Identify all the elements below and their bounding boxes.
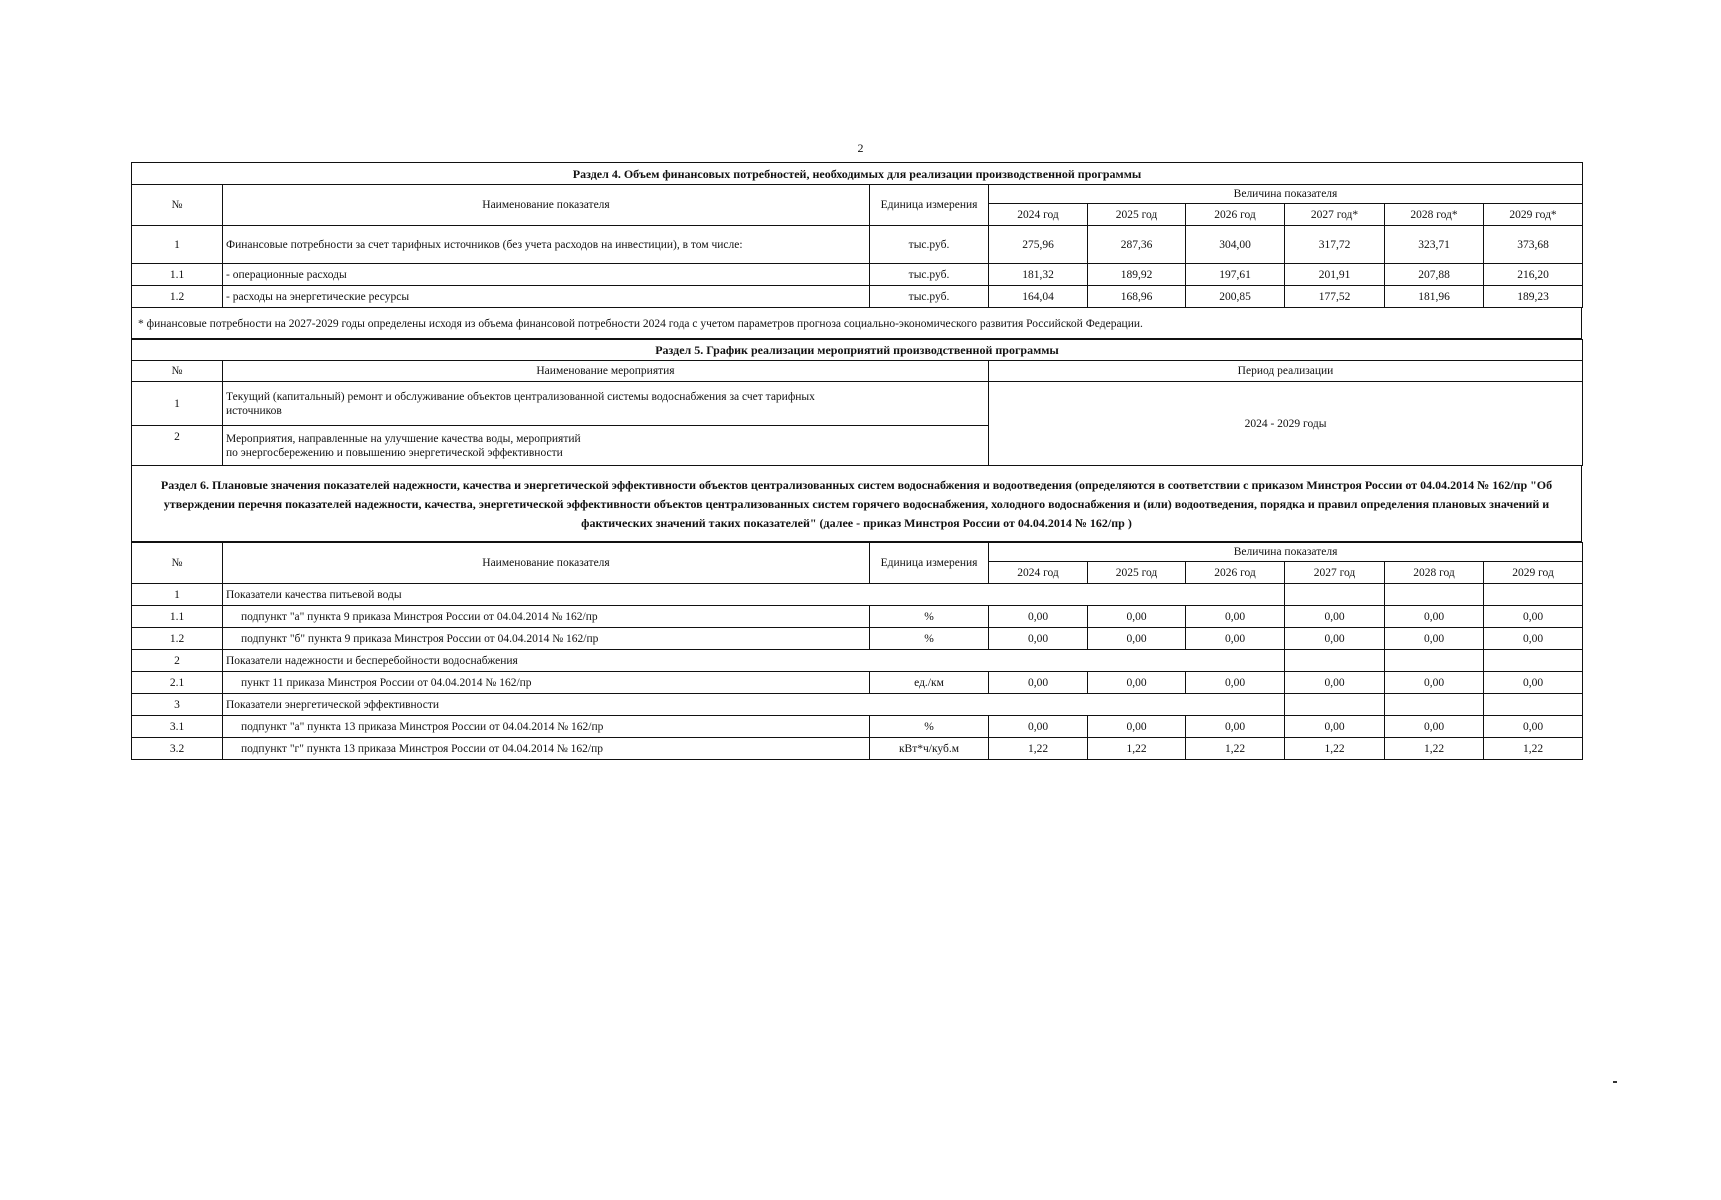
row-unit: тыс.руб. xyxy=(870,226,989,264)
empty-cell xyxy=(1385,694,1484,716)
row-unit: тыс.руб. xyxy=(870,286,989,308)
header-unit: Единица измерения xyxy=(870,185,989,226)
row-value: 177,52 xyxy=(1285,286,1385,308)
row-name-line: Мероприятия, направленные на улучшение качества воды, мероприятий xyxy=(226,432,581,445)
row-unit: тыс.руб. xyxy=(870,264,989,286)
header-year: 2024 год xyxy=(989,204,1088,226)
empty-cell xyxy=(1285,584,1385,606)
group-row xyxy=(132,650,1583,672)
row-value: 1,22 xyxy=(1186,738,1285,760)
row-name: подпункт "а" пункта 13 приказа Минстроя России от 04.04.2014 № 162/пр xyxy=(223,716,870,738)
row-value: 168,96 xyxy=(1088,286,1186,308)
row-value: 207,88 xyxy=(1385,264,1484,286)
header-unit: Единица измерения xyxy=(870,543,989,584)
row-num: 1.2 xyxy=(132,628,223,650)
row-value: 0,00 xyxy=(1088,672,1186,694)
row-num: 3 xyxy=(132,694,223,716)
table-row xyxy=(132,738,1583,760)
row-value: 164,04 xyxy=(989,286,1088,308)
header-year: 2028 год xyxy=(1385,562,1484,584)
row-name-line: по энергосбережению и повышению энергетической эффективности xyxy=(226,446,563,459)
row-value: 201,91 xyxy=(1285,264,1385,286)
row-value: 317,72 xyxy=(1285,226,1385,264)
row-num: 1.1 xyxy=(132,264,223,286)
row-name-line: источников xyxy=(226,404,282,417)
header-num: № xyxy=(132,185,223,226)
empty-cell xyxy=(1484,584,1583,606)
row-num: 1 xyxy=(132,584,223,606)
row-name: пункт 11 приказа Минстроя России от 04.04.2014 № 162/пр xyxy=(223,672,870,694)
header-year: 2029 год xyxy=(1484,562,1583,584)
row-num: 2.1 xyxy=(132,672,223,694)
row-value: 0,00 xyxy=(1088,606,1186,628)
header-value: Величина показателя xyxy=(989,185,1583,204)
header-period: Период реализации xyxy=(989,361,1583,382)
row-value: 0,00 xyxy=(989,716,1088,738)
row-num: 1.1 xyxy=(132,606,223,628)
table-row xyxy=(132,264,1583,286)
row-value: 189,23 xyxy=(1484,286,1583,308)
row-value: 0,00 xyxy=(1186,606,1285,628)
row-value: 0,00 xyxy=(1285,606,1385,628)
header-name: Наименование мероприятия xyxy=(223,361,989,382)
row-value: 0,00 xyxy=(1285,672,1385,694)
row-value: 0,00 xyxy=(1385,716,1484,738)
row-value: 1,22 xyxy=(1285,738,1385,760)
header-year: 2029 год* xyxy=(1484,204,1583,226)
row-value: 0,00 xyxy=(1385,672,1484,694)
document-sheet xyxy=(131,162,1582,760)
header-value: Величина показателя xyxy=(989,543,1583,562)
row-value: 0,00 xyxy=(1285,628,1385,650)
section6-title: Раздел 6. Плановые значения показателей надежности, качества и энергетической эффективности объектов централизованных систем водоснабжения и водоотведения (определяются в соответствии с приказом Минстроя России от 04.04.2014 № 162/пр "Об утверждении перечня показателей надежности, качества, энергетической эффективности объектов централизованных систем горячего водоснабжения, холодного водоснабжения и (или) водоотведения, порядка и правил определения плановых значений и фактических значений таких показателей" (далее - приказ Минстроя России от 04.04.2014 № 162/пр ) xyxy=(131,466,1582,542)
row-unit: % xyxy=(870,606,989,628)
empty-cell xyxy=(1285,694,1385,716)
section5-table xyxy=(131,339,1583,466)
header-year: 2025 год xyxy=(1088,562,1186,584)
empty-cell xyxy=(1385,650,1484,672)
row-value: 0,00 xyxy=(1484,672,1583,694)
table-row xyxy=(132,606,1583,628)
row-value: 0,00 xyxy=(1186,672,1285,694)
row-num: 3.2 xyxy=(132,738,223,760)
header-year: 2024 год xyxy=(989,562,1088,584)
header-year: 2028 год* xyxy=(1385,204,1484,226)
row-value: 323,71 xyxy=(1385,226,1484,264)
row-unit: % xyxy=(870,628,989,650)
row-value: 181,32 xyxy=(989,264,1088,286)
header-year: 2027 год xyxy=(1285,562,1385,584)
row-num: 2 xyxy=(132,650,223,672)
header-year: 2026 год xyxy=(1186,562,1285,584)
row-value: 1,22 xyxy=(1385,738,1484,760)
row-name: Показатели энергетической эффективности xyxy=(223,694,1285,716)
row-value: 1,22 xyxy=(1484,738,1583,760)
row-name: Показатели качества питьевой воды xyxy=(223,584,1285,606)
row-value: 200,85 xyxy=(1186,286,1285,308)
section4-title: Раздел 4. Объем финансовых потребностей, необходимых для реализации производственной программы xyxy=(132,163,1583,185)
empty-cell xyxy=(1285,650,1385,672)
row-num: 1 xyxy=(132,382,223,426)
row-value: 216,20 xyxy=(1484,264,1583,286)
row-name: - операционные расходы xyxy=(223,264,870,286)
table-row xyxy=(132,382,1583,426)
row-value: 373,68 xyxy=(1484,226,1583,264)
row-value: 197,61 xyxy=(1186,264,1285,286)
section4-footnote: * финансовые потребности на 2027-2029 годы определены исходя из объема финансовой потребности 2024 года с учетом параметров прогноза социально-экономического развития Российской Федерации. xyxy=(131,308,1582,339)
row-value: 0,00 xyxy=(1484,716,1583,738)
header-year: 2025 год xyxy=(1088,204,1186,226)
header-year: 2026 год xyxy=(1186,204,1285,226)
row-name-line: Текущий (капитальный) ремонт и обслуживание объектов централизованной системы водоснабжения за счет тарифных xyxy=(226,390,815,403)
section4-table xyxy=(131,162,1583,308)
row-value: 0,00 xyxy=(1484,606,1583,628)
header-year: 2027 год* xyxy=(1285,204,1385,226)
table-row xyxy=(132,286,1583,308)
row-value: 0,00 xyxy=(1088,716,1186,738)
header-name: Наименование показателя xyxy=(223,185,870,226)
scan-mark xyxy=(1613,1081,1617,1083)
header-num: № xyxy=(132,361,223,382)
row-value: 0,00 xyxy=(1385,606,1484,628)
row-value: 1,22 xyxy=(989,738,1088,760)
section6-table xyxy=(131,542,1583,760)
period-cell: 2024 - 2029 годы xyxy=(989,382,1583,466)
row-value: 0,00 xyxy=(1088,628,1186,650)
empty-cell xyxy=(1385,584,1484,606)
row-name: подпункт "б" пункта 9 приказа Минстроя России от 04.04.2014 № 162/пр xyxy=(223,628,870,650)
row-name: Финансовые потребности за счет тарифных источников (без учета расходов на инвестиции), в том числе: xyxy=(223,226,870,264)
row-value: 304,00 xyxy=(1186,226,1285,264)
header-num: № xyxy=(132,543,223,584)
row-value: 0,00 xyxy=(1484,628,1583,650)
row-unit: кВт*ч/куб.м xyxy=(870,738,989,760)
row-name: подпункт "а" пункта 9 приказа Минстроя России от 04.04.2014 № 162/пр xyxy=(223,606,870,628)
row-value: 1,22 xyxy=(1088,738,1186,760)
row-value: 189,92 xyxy=(1088,264,1186,286)
empty-cell xyxy=(1484,650,1583,672)
row-value: 0,00 xyxy=(1285,716,1385,738)
row-name: Показатели надежности и бесперебойности водоснабжения xyxy=(223,650,1285,672)
row-unit: % xyxy=(870,716,989,738)
row-name xyxy=(223,382,989,426)
row-num: 1 xyxy=(132,226,223,264)
row-value: 275,96 xyxy=(989,226,1088,264)
row-num: 3.1 xyxy=(132,716,223,738)
empty-cell xyxy=(1484,694,1583,716)
row-value: 0,00 xyxy=(989,628,1088,650)
table-row xyxy=(132,716,1583,738)
row-value: 181,96 xyxy=(1385,286,1484,308)
group-row xyxy=(132,584,1583,606)
row-value: 0,00 xyxy=(1186,716,1285,738)
table-row xyxy=(132,226,1583,264)
row-value: 0,00 xyxy=(989,672,1088,694)
row-value: 0,00 xyxy=(989,606,1088,628)
row-name: подпункт "г" пункта 13 приказа Минстроя России от 04.04.2014 № 162/пр xyxy=(223,738,870,760)
row-value: 287,36 xyxy=(1088,226,1186,264)
row-value: 0,00 xyxy=(1385,628,1484,650)
row-unit: ед./км xyxy=(870,672,989,694)
header-name: Наименование показателя xyxy=(223,543,870,584)
table-row xyxy=(132,628,1583,650)
page-number: 2 xyxy=(857,141,864,155)
row-name: - расходы на энергетические ресурсы xyxy=(223,286,870,308)
row-name xyxy=(223,426,989,466)
section5-title: Раздел 5. График реализации мероприятий производственной программы xyxy=(132,340,1583,361)
group-row xyxy=(132,694,1583,716)
row-num: 2 xyxy=(132,426,223,466)
row-num: 1.2 xyxy=(132,286,223,308)
row-value: 0,00 xyxy=(1186,628,1285,650)
table-row xyxy=(132,672,1583,694)
